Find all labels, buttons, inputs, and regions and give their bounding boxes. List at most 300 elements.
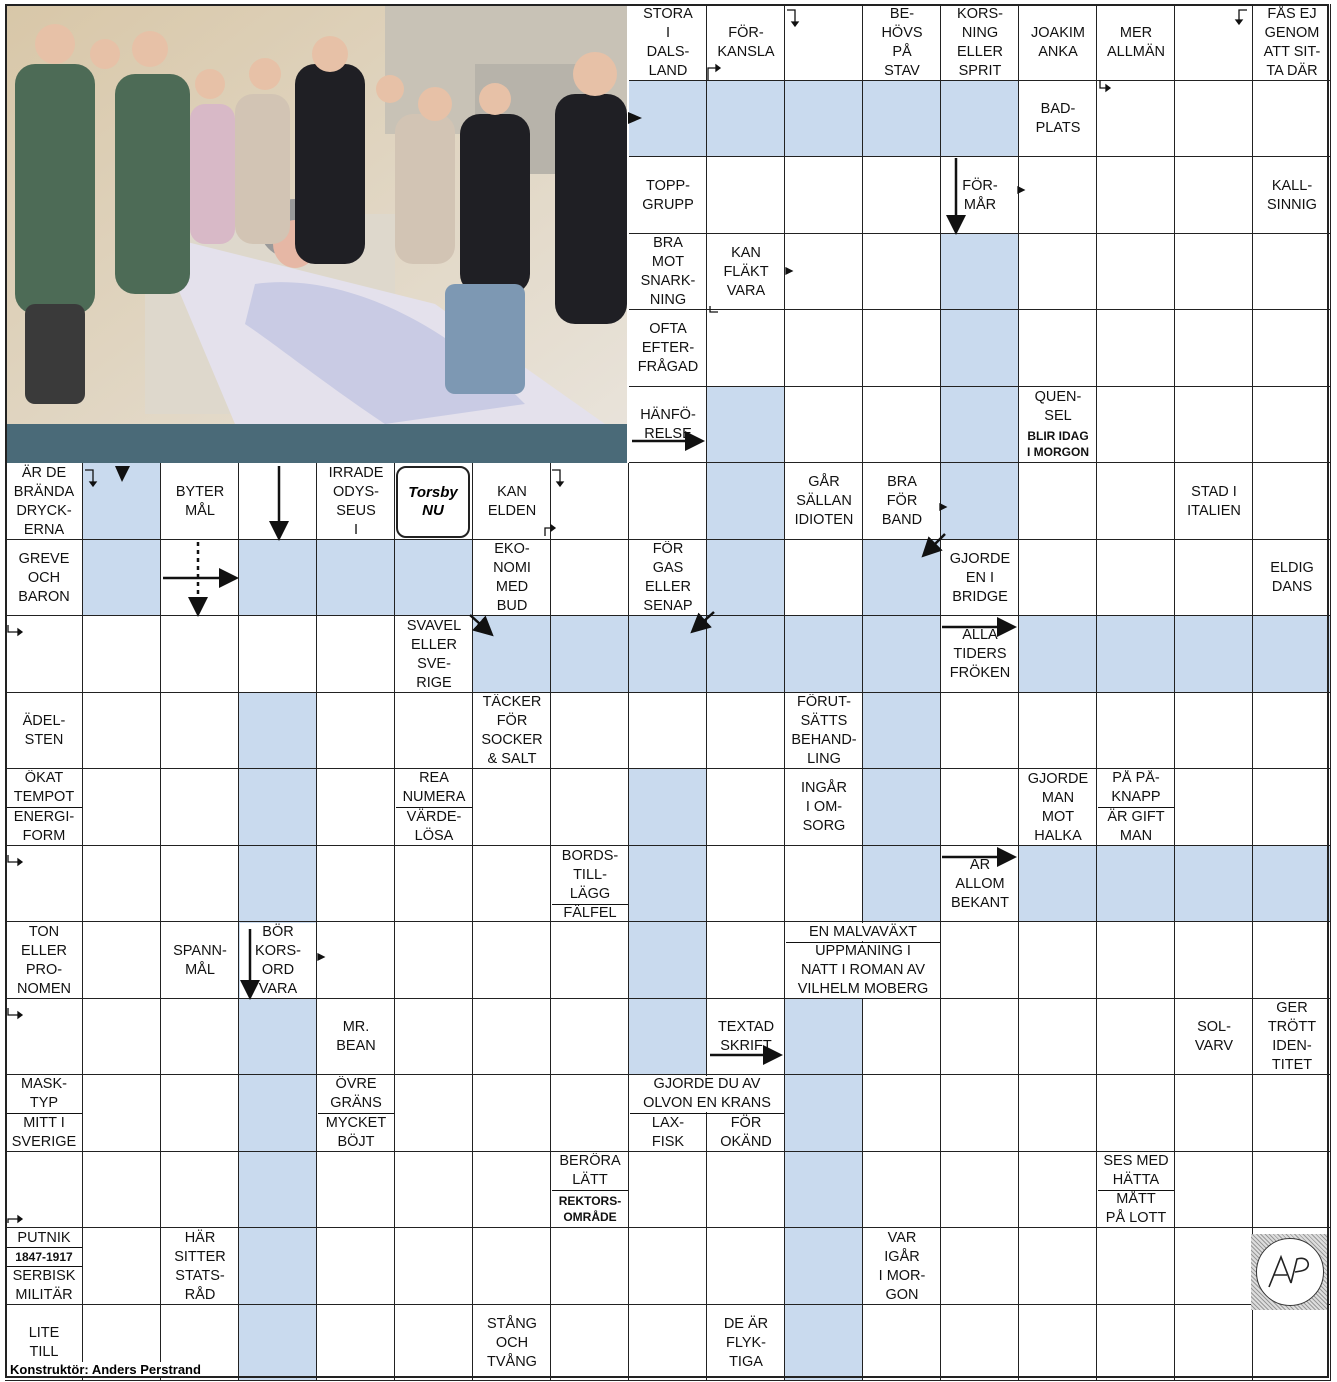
clue-line: INGÅR [801, 780, 847, 796]
answer-cell[interactable] [317, 693, 395, 769]
clue-c63 [1098, 1191, 1174, 1227]
answer-cell[interactable] [83, 616, 161, 693]
photo-illustration [5, 4, 627, 463]
answer-cell[interactable] [473, 1152, 551, 1228]
clue-line: FRÅGAD [637, 359, 699, 375]
clue-line: DRYCK- [16, 502, 72, 519]
answer-cell[interactable] [1253, 1152, 1331, 1228]
answer-cell[interactable] [1253, 769, 1331, 846]
answer-cell[interactable] [1253, 310, 1331, 387]
clue-line: SÄLLAN [796, 493, 852, 509]
newspaper-logo [396, 466, 470, 538]
answer-cell-shaded[interactable] [941, 81, 1019, 157]
answer-cell-shaded[interactable] [785, 81, 863, 157]
answer-cell-shaded[interactable] [707, 616, 785, 693]
answer-cell[interactable] [1097, 234, 1175, 310]
answer-cell[interactable] [1019, 1305, 1097, 1381]
clue-c52 [1176, 1000, 1252, 1074]
answer-cell-shaded[interactable] [551, 616, 629, 693]
answer-cell[interactable] [941, 1075, 1019, 1152]
clue-line: SVAVEL [406, 617, 462, 634]
answer-cell[interactable] [1253, 234, 1331, 310]
answer-cell[interactable] [941, 922, 1019, 999]
answer-cell-shaded[interactable] [785, 1228, 863, 1305]
answer-cell[interactable] [551, 1075, 629, 1152]
clue-line: SINNIG [1267, 196, 1317, 213]
answer-cell[interactable] [1097, 81, 1175, 157]
answer-cell[interactable] [629, 463, 707, 540]
answer-cell[interactable] [473, 846, 551, 922]
answer-cell-shaded[interactable] [863, 693, 941, 769]
answer-cell[interactable] [1175, 234, 1253, 310]
answer-cell[interactable] [395, 1305, 473, 1381]
answer-cell[interactable] [1019, 310, 1097, 387]
clue-line: ENERGI- [13, 808, 75, 825]
clue-line: OMRÅDE [563, 1210, 617, 1224]
answer-cell-shaded[interactable] [785, 1152, 863, 1228]
answer-cell-shaded[interactable] [239, 540, 317, 616]
answer-cell-shaded[interactable] [863, 540, 941, 616]
answer-cell[interactable] [785, 540, 863, 616]
answer-cell[interactable] [1097, 922, 1175, 999]
answer-cell-shaded[interactable] [785, 616, 863, 693]
answer-cell-shaded[interactable] [629, 846, 707, 922]
clue-line: NATT I ROMAN AV [800, 962, 926, 978]
answer-cell[interactable] [629, 693, 707, 769]
answer-cell[interactable] [785, 157, 863, 234]
answer-cell[interactable] [1097, 999, 1175, 1075]
answer-cell[interactable] [629, 1152, 707, 1228]
clue-line: KAN [497, 483, 527, 500]
answer-cell[interactable] [1019, 157, 1097, 234]
clue-line: BÖJT [337, 1133, 375, 1150]
clue-line: LAX- [651, 1114, 685, 1131]
answer-cell-shaded[interactable] [707, 540, 785, 616]
answer-cell[interactable] [1253, 387, 1331, 463]
answer-cell-shaded[interactable] [239, 769, 317, 846]
clue-c42 [552, 847, 628, 904]
answer-cell-shaded[interactable] [317, 540, 395, 616]
clue-line: FÄLFEL [563, 905, 617, 921]
answer-cell[interactable] [551, 1305, 629, 1381]
answer-cell[interactable] [395, 1152, 473, 1228]
answer-cell[interactable] [1019, 1075, 1097, 1152]
clue-line: ELLER [21, 942, 67, 959]
answer-cell[interactable] [161, 1075, 239, 1152]
answer-cell[interactable] [1019, 693, 1097, 769]
clue-line: BLIR IDAG [1027, 429, 1089, 443]
answer-cell[interactable] [707, 1228, 785, 1305]
clue-c24 [6, 541, 82, 615]
answer-cell[interactable] [863, 999, 941, 1075]
answer-cell-shaded[interactable] [941, 234, 1019, 310]
answer-cell[interactable] [707, 310, 785, 387]
answer-cell-shaded[interactable] [1019, 616, 1097, 693]
clue-line: PRO- [25, 961, 63, 978]
answer-cell[interactable] [551, 540, 629, 616]
answer-cell[interactable] [1175, 922, 1253, 999]
answer-cell[interactable] [1253, 1305, 1331, 1381]
answer-cell[interactable] [161, 1152, 239, 1228]
answer-cell[interactable] [629, 1305, 707, 1381]
clue-c3 [864, 5, 940, 80]
clue-line: TIGA [729, 1353, 763, 1370]
answer-cell[interactable] [707, 846, 785, 922]
answer-cell[interactable] [317, 769, 395, 846]
clue-line: STAD I [1191, 483, 1237, 500]
answer-cell[interactable] [1019, 922, 1097, 999]
answer-cell-shaded[interactable] [941, 387, 1019, 463]
answer-cell[interactable] [395, 999, 473, 1075]
answer-cell-shaded[interactable] [863, 846, 941, 922]
clue-line: PÅ LOTT [1105, 1210, 1167, 1226]
clue-line: NOMI [493, 560, 531, 576]
clue-c35 [6, 808, 82, 845]
clue-line: OFTA [649, 321, 687, 337]
clue-c7 [1254, 5, 1330, 80]
clue-line: FÅS EJ [1267, 5, 1317, 22]
answer-cell[interactable] [1175, 387, 1253, 463]
answer-cell[interactable] [941, 1228, 1019, 1305]
answer-cell[interactable] [863, 1152, 941, 1228]
answer-cell[interactable] [5, 1152, 83, 1228]
answer-cell[interactable] [317, 846, 395, 922]
clue-line: DE ÄR [723, 1315, 769, 1332]
answer-cell-shaded[interactable] [863, 81, 941, 157]
answer-cell-shaded[interactable] [1097, 846, 1175, 922]
answer-cell[interactable] [161, 846, 239, 922]
answer-cell[interactable] [551, 922, 629, 999]
clue-line: ORD [261, 961, 295, 978]
clue-line: BEAN [336, 1038, 376, 1054]
clue-line: SNARK- [640, 273, 696, 289]
answer-cell[interactable] [473, 1228, 551, 1305]
answer-cell[interactable] [1175, 81, 1253, 157]
answer-cell[interactable] [707, 769, 785, 846]
answer-cell[interactable] [83, 1075, 161, 1152]
answer-cell[interactable] [395, 1075, 473, 1152]
answer-cell-shaded[interactable] [473, 616, 551, 693]
answer-cell[interactable] [239, 463, 317, 540]
answer-cell[interactable] [1253, 1075, 1331, 1152]
clue-c60 [708, 1114, 784, 1151]
clue-c46 [162, 923, 238, 998]
answer-cell[interactable] [941, 1152, 1019, 1228]
answer-cell[interactable] [1175, 769, 1253, 846]
answer-cell-shaded[interactable] [239, 1152, 317, 1228]
answer-cell[interactable] [83, 922, 161, 999]
answer-cell[interactable] [551, 693, 629, 769]
answer-cell[interactable] [863, 1305, 941, 1381]
answer-cell[interactable] [395, 1228, 473, 1305]
answer-cell[interactable] [551, 769, 629, 846]
answer-cell-shaded[interactable] [239, 1228, 317, 1305]
answer-cell[interactable] [941, 999, 1019, 1075]
answer-cell-shaded[interactable] [941, 310, 1019, 387]
clue-c11 [1254, 158, 1330, 233]
clue-line: SVE- [417, 655, 451, 672]
answer-cell[interactable] [1019, 1152, 1097, 1228]
clue-line: ALLMÄN [1106, 43, 1166, 60]
answer-cell-shaded[interactable] [1253, 846, 1331, 922]
answer-cell[interactable] [1019, 1228, 1097, 1305]
answer-cell[interactable] [83, 693, 161, 769]
answer-cell[interactable] [707, 157, 785, 234]
clue-c17 [6, 464, 82, 539]
answer-cell[interactable] [317, 1152, 395, 1228]
clue-line: TEMPOT [13, 789, 75, 805]
clue-line: MÅTT [1116, 1191, 1156, 1207]
answer-cell-shaded[interactable] [1175, 846, 1253, 922]
answer-cell[interactable] [1019, 540, 1097, 616]
answer-cell-shaded[interactable] [707, 81, 785, 157]
answer-cell-shaded[interactable] [707, 387, 785, 463]
answer-cell[interactable] [863, 310, 941, 387]
clue-c64c [6, 1267, 82, 1304]
answer-cell[interactable] [161, 999, 239, 1075]
answer-cell[interactable] [785, 234, 863, 310]
answer-cell[interactable] [239, 616, 317, 693]
answer-cell[interactable] [395, 846, 473, 922]
answer-cell-shaded[interactable] [1253, 616, 1331, 693]
clue-c50 [318, 1000, 394, 1074]
answer-cell[interactable] [551, 463, 629, 540]
clue-line: HÄNFÖ- [640, 407, 696, 423]
answer-cell-shaded[interactable] [239, 846, 317, 922]
answer-cell-shaded[interactable] [629, 999, 707, 1075]
answer-cell-shaded[interactable] [941, 463, 1019, 540]
clue-line: ELDEN [487, 502, 537, 519]
clue-line: BERÖRA [559, 1153, 621, 1169]
clue-line: STÅNG [487, 1315, 537, 1332]
answer-cell[interactable] [161, 693, 239, 769]
clue-c13 [708, 235, 784, 309]
clue-line: ERNA [23, 521, 65, 538]
answer-cell[interactable] [1253, 922, 1331, 999]
answer-cell-shaded[interactable] [785, 1075, 863, 1152]
clue-line: KAN [731, 244, 761, 261]
answer-cell-shaded[interactable] [707, 463, 785, 540]
answer-cell[interactable] [317, 1228, 395, 1305]
clue-c27 [942, 541, 1018, 615]
answer-cell[interactable] [1253, 693, 1331, 769]
answer-cell[interactable] [395, 922, 473, 999]
answer-cell[interactable] [785, 310, 863, 387]
answer-cell[interactable] [395, 693, 473, 769]
answer-cell-shaded[interactable] [239, 693, 317, 769]
answer-cell[interactable] [863, 1075, 941, 1152]
answer-cell[interactable] [317, 922, 395, 999]
clue-line: SOL- [1197, 1019, 1231, 1035]
answer-cell-shaded[interactable] [863, 769, 941, 846]
answer-cell-shaded[interactable] [629, 922, 707, 999]
clue-line: MER [1119, 24, 1153, 41]
answer-cell[interactable] [161, 769, 239, 846]
answer-cell[interactable] [1097, 157, 1175, 234]
answer-cell[interactable] [1019, 234, 1097, 310]
answer-cell-shaded[interactable] [239, 1305, 317, 1381]
answer-cell[interactable] [317, 616, 395, 693]
answer-cell[interactable] [1097, 310, 1175, 387]
clue-line: ÄR GIFT [1107, 808, 1165, 825]
answer-cell[interactable] [473, 769, 551, 846]
clue-line: JOAKIM [1031, 24, 1085, 41]
answer-cell[interactable] [1097, 540, 1175, 616]
answer-cell[interactable] [1097, 463, 1175, 540]
clue-c12 [630, 235, 706, 309]
answer-cell[interactable] [5, 999, 83, 1075]
clue-line: TRÖTT [1267, 1019, 1317, 1035]
answer-cell[interactable] [707, 693, 785, 769]
clue-c41 [1098, 808, 1174, 845]
clue-line: I OM- [805, 799, 843, 815]
answer-cell[interactable] [1175, 4, 1253, 81]
answer-cell-shaded[interactable] [395, 540, 473, 616]
answer-cell[interactable] [473, 922, 551, 999]
answer-cell[interactable] [629, 1228, 707, 1305]
clue-line: IDIOTEN [794, 512, 854, 528]
constructor-stamp [1251, 1234, 1329, 1310]
answer-cell[interactable] [1175, 540, 1253, 616]
clue-line: EN I [965, 569, 995, 586]
answer-cell[interactable] [5, 846, 83, 922]
answer-cell[interactable] [1175, 1152, 1253, 1228]
clue-line: MR. [342, 1019, 370, 1035]
answer-cell-shaded[interactable] [785, 1305, 863, 1381]
answer-cell[interactable] [1175, 1305, 1253, 1381]
answer-cell-shaded[interactable] [1097, 616, 1175, 693]
clue-c8 [1020, 82, 1096, 156]
clue-c65 [162, 1229, 238, 1304]
clue-c51 [708, 1000, 784, 1074]
clue-c16b [1020, 426, 1096, 462]
answer-cell[interactable] [5, 616, 83, 693]
answer-cell[interactable] [1253, 81, 1331, 157]
clue-line: GRUPP [642, 196, 694, 213]
answer-cell[interactable] [1097, 1305, 1175, 1381]
answer-cell[interactable] [83, 1152, 161, 1228]
answer-cell[interactable] [785, 4, 863, 81]
clue-line: REKTORS- [558, 1194, 622, 1208]
answer-cell[interactable] [1175, 1228, 1253, 1305]
answer-cell[interactable] [707, 1152, 785, 1228]
clue-line: GENOM [1264, 24, 1320, 41]
answer-cell[interactable] [1019, 999, 1097, 1075]
clue-line: HÄTTA [1112, 1172, 1160, 1188]
clue-c34 [6, 770, 82, 806]
answer-cell[interactable] [785, 387, 863, 463]
answer-cell[interactable] [83, 1228, 161, 1305]
answer-cell-shaded[interactable] [629, 616, 707, 693]
clue-c53 [1254, 1000, 1330, 1074]
clue-line: SPANN- [173, 942, 227, 959]
clue-line: BRIDGE [952, 588, 1008, 605]
answer-cell-shaded[interactable] [785, 999, 863, 1075]
answer-cell[interactable] [551, 1228, 629, 1305]
answer-cell[interactable] [161, 616, 239, 693]
clue-line: VILHELM MOBERG [797, 981, 929, 997]
clue-line: MOT [651, 254, 685, 270]
answer-cell[interactable] [1253, 463, 1331, 540]
answer-cell[interactable] [1019, 463, 1097, 540]
answer-cell[interactable] [83, 846, 161, 922]
clue-line: PÅ [892, 43, 912, 60]
clue-line: TILL [29, 1344, 59, 1360]
answer-cell-shaded[interactable] [239, 1075, 317, 1152]
answer-cell[interactable] [473, 1075, 551, 1152]
clue-c64b [6, 1248, 82, 1266]
clue-line: STATS- [175, 1267, 225, 1284]
clue-line: SEL [1044, 408, 1072, 424]
answer-cell[interactable] [1097, 387, 1175, 463]
answer-cell[interactable] [1175, 310, 1253, 387]
clue-c14 [630, 311, 706, 386]
answer-cell-shaded[interactable] [239, 999, 317, 1075]
clue-c33 [786, 694, 862, 768]
answer-cell-shaded[interactable] [629, 81, 707, 157]
clue-line: FÖR [886, 493, 918, 509]
clue-line: MAN [1119, 827, 1153, 844]
answer-cell[interactable] [1097, 1228, 1175, 1305]
clue-line: SORG [802, 818, 846, 834]
clue-line: SEUS [336, 502, 376, 519]
answer-cell[interactable] [1097, 1075, 1175, 1152]
answer-cell[interactable] [707, 922, 785, 999]
answer-cell[interactable] [1175, 693, 1253, 769]
clue-c29 [396, 617, 472, 692]
clue-line: FÖR [496, 713, 528, 729]
clue-line: MILITÄR [15, 1286, 73, 1303]
answer-cell[interactable] [83, 769, 161, 846]
answer-cell-shaded[interactable] [83, 463, 161, 540]
clue-c38 [786, 770, 862, 845]
clue-c61 [552, 1153, 628, 1189]
answer-cell[interactable] [863, 387, 941, 463]
clue-line: QUEN- [1034, 389, 1082, 405]
answer-cell-shaded[interactable] [863, 616, 941, 693]
clue-c43 [552, 905, 628, 921]
answer-cell[interactable] [161, 540, 239, 616]
answer-cell[interactable] [473, 999, 551, 1075]
answer-cell[interactable] [1097, 693, 1175, 769]
clue-line: RIGE [416, 674, 452, 691]
answer-cell[interactable] [1175, 157, 1253, 234]
answer-cell-shaded[interactable] [1019, 846, 1097, 922]
logo-line-2: NU [422, 502, 444, 519]
answer-cell[interactable] [1175, 1075, 1253, 1152]
answer-cell-shaded[interactable] [629, 769, 707, 846]
clue-c10 [942, 158, 1018, 233]
clue-line: GREVE [18, 550, 70, 567]
answer-cell[interactable] [863, 157, 941, 234]
answer-cell[interactable] [551, 999, 629, 1075]
answer-cell[interactable] [317, 1305, 395, 1381]
answer-cell[interactable] [941, 693, 1019, 769]
clue-line: MITT I [23, 1114, 65, 1131]
answer-cell[interactable] [941, 769, 1019, 846]
answer-cell[interactable] [941, 1305, 1019, 1381]
clue-c62 [1098, 1153, 1174, 1189]
answer-cell[interactable] [83, 999, 161, 1075]
answer-cell-shaded[interactable] [1175, 616, 1253, 693]
answer-cell[interactable] [785, 846, 863, 922]
clue-line: ATT SIT- [1263, 43, 1321, 60]
clue-line: GAS [652, 560, 684, 576]
answer-cell[interactable] [863, 234, 941, 310]
clue-c68 [474, 1306, 550, 1380]
clue-line: FÖR- [728, 24, 764, 41]
answer-cell-shaded[interactable] [83, 540, 161, 616]
